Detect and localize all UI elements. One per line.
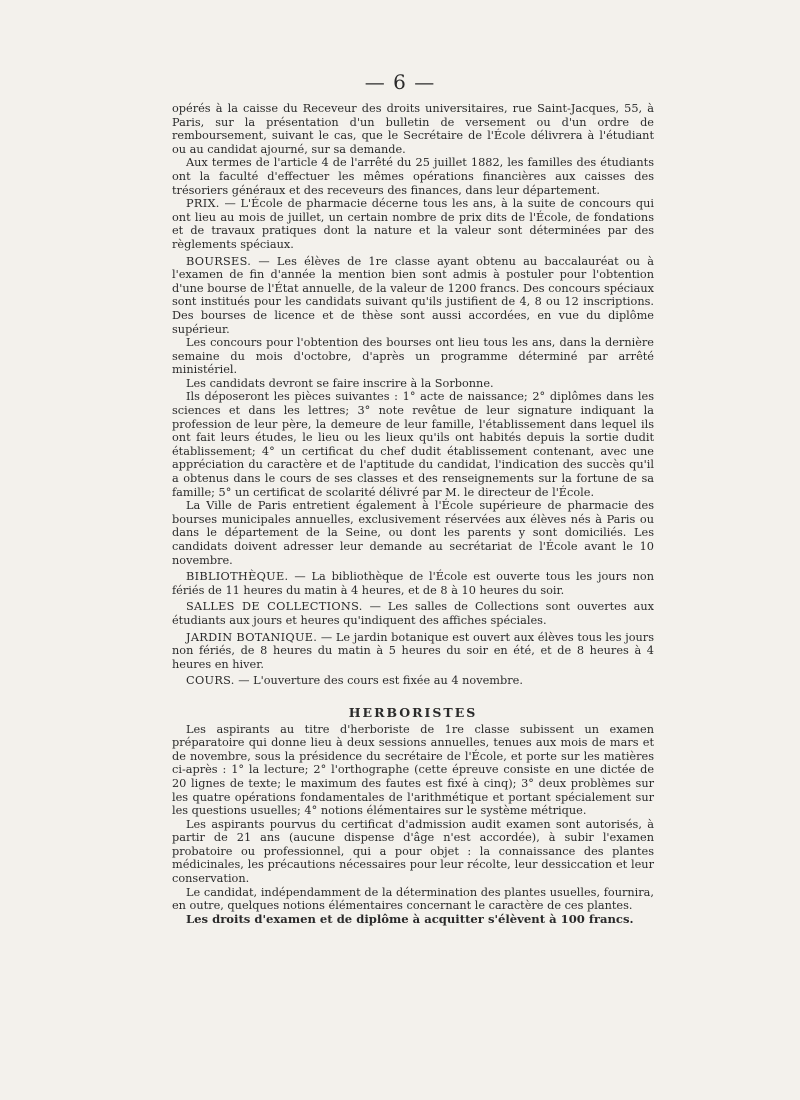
paragraph-prix: PRIX. — L'École de pharmacie décerne tous les ans, à la suite de concours qui ont lieu au mois de juillet, un certain nombre de prix dits de l'École, de fondations et de travaux pratiques dont la nature et la valeur sont déterminées par des règlements spéciaux. — [172, 197, 654, 251]
paragraph-cours: COURS. — L'ouverture des cours est fixée au 4 novembre. — [186, 674, 523, 688]
paragraph-bourses: BOURSES. — Les élèves de 1re classe ayant obtenu au baccalauréat ou à l'examen de fin d'année la mention bien sont admis à postuler pour l'obtention d'une bourse de l'État annuelle, de la valeur de 1200 francs. Des concours spéciaux sont institués pour les candidats suivant qu'ils justifient de 4, 8 ou 12 inscriptions. Des bourses de licence et de thèse sont aussi accordées, en vue du diplôme supérieur. — [172, 254, 654, 336]
paragraph-examen-probatoire: Les aspirants pourvus du certificat d'admission audit examen sont autorisés, à partir de 21 ans (aucune dispense d'âge n'est accordée), à subir l'examen probatoire ou professionnel, qui a pour objet : la connaissance des plantes médicinales, les précautions nécessaires pour leur récolte, leur dessiccation et leur conservation. — [172, 817, 654, 886]
paragraph-concours: Les concours pour l'obtention des bourses ont lieu tous les ans, dans la dernière semaine du mois d'octobre, d'après un programme déterminé par arrêté ministériel. — [172, 336, 654, 377]
page-number: — 6 — — [364, 70, 436, 94]
paragraph-examen-preparatoire: Les aspirants au titre d'herboriste de 1re classe subissent un examen préparatoire qui donne lieu à deux sessions annuelles, tenues aux mois de mars et de novembre, sous la présidence du secrétaire de l'École, et porte sur les matières ci-après : 1° la lecture; 2° l'orthographe (cette épreuve consiste en une dictée de 20 lignes de texte; le maximum des fautes est fixé à cinq); 3° deux problèmes sur les quatre opérations fondamentales de l'arithmétique et portant spécialement sur les questions usuelles; 4° notions élémentaires sur le système métrique. — [172, 722, 654, 818]
paragraph-pieces: Ils déposeront les pièces suivantes : 1° acte de naissance; 2° diplômes dans les sciences et dans les lettres; 3° note revêtue de leur signature indiquant la profession de leur père, la demeure de leur famille, l'établissement dans lequel ils ont fait leurs études, le lieu ou les lieux qu'ils ont habités depuis la sortie dudit établissement; 4° un certificat du chef dudit établissement contenant, avec une appréciation du caractère et de l'aptitude du candidat, l'indication des succès qu'il a obtenus dans le cours de ses classes et des renseignements sur la fortune de sa famille; 5° un certificat de scolarité délivré par M. le directeur de l'École. — [172, 390, 654, 499]
paragraph-candidat: Le candidat, indépendamment de la détermination des plantes usuelles, fournira, en outre, quelques notions élémentaires concernant le caractère de ces plantes. — [172, 885, 654, 913]
paragraph-salles: SALLES DE COLLECTIONS. — Les salles de Collections sont ouvertes aux étudiants aux jours et heures qu'indiquent des affiches spéciales. — [172, 600, 654, 627]
paragraph-lead: JARDIN BOTANIQUE. — [186, 630, 318, 644]
paragraph-article-4: Aux termes de l'article 4 de l'arrêté du 25 juillet 1882, les familles des étudiants ont la faculté d'effectuer les mêmes opérations financières aux caisses des trésoriers généraux et des receveurs des finances, dans leur département. — [172, 156, 654, 197]
page-body — [172, 102, 654, 926]
paragraph-lead: BIBLIOTHÈQUE. — [186, 570, 289, 584]
paragraph-lead: BOURSES. — [186, 254, 252, 268]
paragraph-bibliotheque: BIBLIOTHÈQUE. — La bibliothèque de l'École est ouverte tous les jours non fériés de 11 heures du matin à 4 heures, et de 8 à 10 heures du soir. — [172, 570, 654, 597]
paragraph-droits: Les droits d'examen et de diplôme à acquitter s'élèvent à 100 francs. — [186, 911, 634, 926]
paragraph-inscription: Les candidats devront se faire inscrire à la Sorbonne. — [186, 376, 494, 390]
paragraph-lead: SALLES DE COLLECTIONS. — [186, 600, 363, 614]
paragraph-continuation: opérés à la caisse du Receveur des droits universitaires, rue Saint-Jacques, 55, à Paris, sur la présentation d'un bulletin de versement ou d'un ordre de remboursement, suivant le cas, que le Secrétaire de l'École délivrera à l'étudiant ou au candidat ajourné, sur sa demande. — [172, 102, 654, 156]
paragraph-lead: COURS. — [186, 674, 235, 688]
paragraph-jardin: JARDIN BOTANIQUE. — Le jardin botanique est ouvert aux élèves tous les jours non fériés, de 8 heures du matin à 5 heures du soir en été, et de 8 heures à 4 heures en hiver. — [172, 630, 654, 671]
paragraph-ville-de-paris: La Ville de Paris entretient également à l'École supérieure de pharmacie des bourses municipales annuelles, exclusivement réservées aux élèves nés à Paris ou dans le département de la Seine, ou dont les parents y sont domiciliés. Les candidats doivent adresser leur demande au secrétariat de l'École avant le 10 novembre. — [172, 499, 654, 567]
section-title: HERBORISTES — [348, 704, 478, 720]
paragraph-lead: PRIX. — [186, 197, 220, 211]
